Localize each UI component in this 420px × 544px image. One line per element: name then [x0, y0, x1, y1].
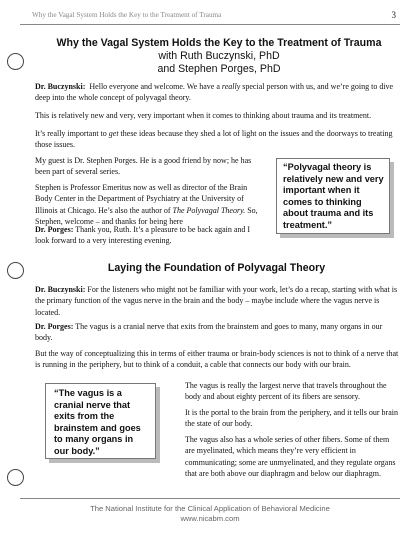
running-header: [20, 9, 400, 25]
paragraph-largest-nerve: The vagus is really the largest nerve that travels throughout the body and about eighty percent of its fibers are sensory.: [185, 381, 387, 402]
paragraph-guest: My guest is Dr. Stephen Porges. He is a good friend by now; he has been part of several series.: [35, 156, 252, 177]
binder-hole-middle: [7, 262, 24, 279]
footer-website: www.nicabm.com: [180, 514, 240, 523]
section-heading: Laying the Foundation of Polyvagal Theory: [107, 262, 326, 274]
paragraph-bio: [35, 182, 266, 228]
paragraph-intro: [35, 81, 400, 104]
speaker-label: Dr. Porges:: [35, 322, 74, 331]
binder-hole-top: [7, 53, 24, 70]
emphasis-text: The Polyvagal Theory.: [172, 205, 246, 215]
speaker-label: Dr. Porges:: [35, 225, 74, 234]
paragraph-text: So, Stephen, welcome – and thanks for being here: [35, 205, 258, 227]
paragraph-text: For the listeners who might not be familiar with your work, let’s do a recap, starting with what is the primary function of the vagus nerve in the brain and the body – maybe include where the vagus nerve is located.: [35, 285, 398, 317]
paragraph-text: special person with us, and we’re going to dive deep into the whole concept of polyvagal theory.: [35, 82, 394, 103]
speaker-label: Dr. Buczynski:: [35, 285, 86, 294]
paragraph-text: these ideas because they shed a lot of light on the issues and the doorways to treating those issues.: [35, 129, 393, 150]
speaker-label: Dr. Buczynski:: [35, 82, 86, 91]
paragraph-portal: It is the portal to the brain from the periphery, and it tells our brain the state of our body.: [185, 408, 398, 429]
emphasis-text: really: [221, 82, 241, 91]
paragraph-relatively-new: This is relatively new and very, very important when it comes to thinking about trauma and its treatment.: [35, 111, 372, 120]
running-header-title: Why the Vagal System Holds the Key to the Treatment of Trauma: [32, 11, 222, 19]
paragraph-conduit: But the way of conceptualizing this in terms of either trauma or brain-body sciences is not to think of a nerve that is running in the periphery, but to think of a conduit, a cable that connects our body with our brain.: [35, 349, 399, 370]
title-main: Why the Vagal System Holds the Key to the Treatment of Trauma: [56, 37, 382, 49]
binder-hole-bottom: [7, 469, 24, 486]
paragraph-text: Thank you, Ruth. It’s a pleasure to be back again and I look forward to a very interesting evening.: [35, 225, 251, 246]
document-title: [40, 37, 398, 76]
pull-quote-vagus: “The vagus is a cranial nerve that exits from the brainstem and goes to many organs in our body.”: [45, 383, 156, 459]
paragraph-porges-reply: [35, 224, 266, 247]
pull-quote-polyvagal: “Polyvagal theory is relatively new and very important when it comes to thinking about trauma and its treatment.”: [276, 158, 390, 234]
title-byline-2: and Stephen Porges, PhD: [157, 63, 281, 75]
paragraph-recap-question: [35, 284, 400, 318]
page-footer: [20, 498, 400, 524]
paragraph-text: It’s really important to: [35, 129, 109, 138]
paragraph-cranial-nerve: [35, 321, 400, 344]
paragraph-get-ideas: [35, 128, 400, 151]
paragraph-text: Hello everyone and welcome. We have a: [89, 82, 222, 91]
paragraph-text: Stephen is Professor Emeritus now as well as director of the Brain Body Center in the Department of Psychiatry at the University of Illinois at Chicago. He’s also the author of: [35, 183, 248, 215]
paragraph-fibers: The vagus also has a whole series of other fibers. Some of them are myelinated, which means they’re very efficient in communicating; some are unmyelinated, and they regulate organs that are both above our diaphragm and below our diaphragm.: [185, 435, 396, 479]
paragraph-text: The vagus is a cranial nerve that exits from the brainstem and goes to many, many organs in our body.: [35, 322, 383, 343]
title-byline-1: with Ruth Buczynski, PhD: [158, 50, 280, 62]
page-number: 3: [391, 10, 396, 20]
emphasis-text: get: [108, 129, 119, 138]
footer-institute: The National Institute for the Clinical Application of Behavioral Medicine: [90, 504, 330, 513]
